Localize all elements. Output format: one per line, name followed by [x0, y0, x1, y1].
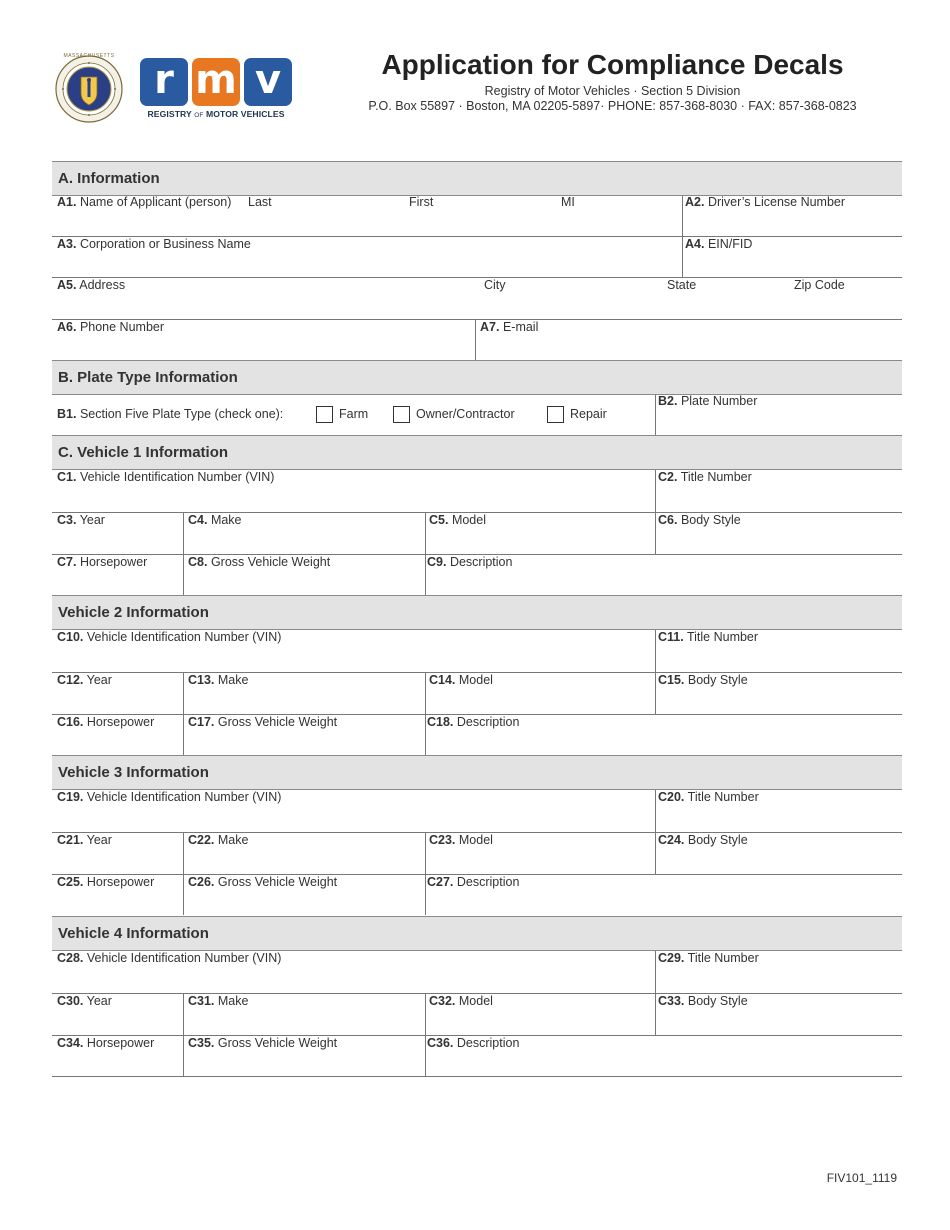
- make-field[interactable]: [188, 673, 248, 687]
- model-label: Model: [458, 833, 493, 847]
- make-field[interactable]: [188, 833, 248, 847]
- year-number: C3.: [57, 513, 77, 527]
- gross-weight-label: Gross Vehicle Weight: [217, 875, 338, 889]
- year-number: C21.: [57, 833, 84, 847]
- year-field[interactable]: [57, 994, 112, 1008]
- a5-zip-field[interactable]: Zip Code: [794, 278, 845, 292]
- a5-field[interactable]: [57, 278, 125, 292]
- page-title: Application for Compliance Decals: [381, 49, 844, 80]
- a2-label: Driver’s License Number: [707, 195, 846, 209]
- description-field[interactable]: [427, 555, 512, 569]
- description-label: Description: [456, 715, 520, 729]
- horsepower-label: Horsepower: [79, 555, 148, 569]
- body-style-number: C6.: [658, 513, 678, 527]
- description-field[interactable]: [427, 875, 519, 889]
- title-number-label: Title Number: [687, 790, 759, 804]
- logo-letter-r: r: [140, 58, 188, 106]
- gross-weight-number: C35.: [188, 1036, 215, 1050]
- a1-label: Name of Applicant (person): [79, 195, 232, 209]
- horsepower-field[interactable]: [57, 875, 154, 889]
- repair-checkbox[interactable]: [547, 406, 564, 423]
- a1-number: A1.: [57, 195, 77, 209]
- description-label: Description: [456, 1036, 520, 1050]
- rmv-logo: [140, 58, 292, 122]
- vehicle-section-header: C. Vehicle 1 Information: [52, 435, 902, 470]
- model-field[interactable]: [429, 673, 493, 687]
- horsepower-number: C25.: [57, 875, 84, 889]
- a4-label: EIN/FID: [707, 237, 753, 251]
- model-label: Model: [458, 673, 493, 687]
- vin-label: Vehicle Identification Number (VIN): [79, 470, 275, 484]
- gross-weight-field[interactable]: [188, 715, 337, 729]
- vin-field[interactable]: [57, 951, 281, 965]
- a6-field[interactable]: [57, 320, 164, 334]
- model-field[interactable]: [429, 994, 493, 1008]
- a5-number: A5.: [57, 278, 77, 292]
- section-a-header: A. Information: [52, 161, 902, 196]
- farm-checkbox[interactable]: [316, 406, 333, 423]
- year-label: Year: [86, 673, 112, 687]
- a2-field[interactable]: [685, 195, 845, 209]
- contact-address: P.O. Box 55897 · Boston, MA 02205-5897· PHONE: 857-368-8030 · FAX: 857-368-0823: [368, 99, 857, 113]
- title-number-field[interactable]: [658, 470, 752, 484]
- repair-option-label: Repair: [570, 407, 607, 421]
- body-style-label: Body Style: [687, 994, 748, 1008]
- section-b-header: B. Plate Type Information: [52, 360, 902, 395]
- a2-number: A2.: [685, 195, 705, 209]
- vin-label: Vehicle Identification Number (VIN): [86, 630, 282, 644]
- make-field[interactable]: [188, 513, 242, 527]
- make-number: C22.: [188, 833, 215, 847]
- description-label: Description: [456, 875, 520, 889]
- body-style-field[interactable]: [658, 513, 741, 527]
- vehicle-section-header: Vehicle 3 Information: [52, 755, 902, 790]
- vin-field[interactable]: [57, 630, 281, 644]
- horsepower-number: C7.: [57, 555, 77, 569]
- year-field[interactable]: [57, 673, 112, 687]
- a6-number: A6.: [57, 320, 77, 334]
- form-id: FIV101_1119: [826, 1171, 897, 1185]
- title-number-label: Title Number: [687, 951, 759, 965]
- model-field[interactable]: [429, 513, 486, 527]
- body-style-field[interactable]: [658, 673, 748, 687]
- vin-field[interactable]: [57, 470, 274, 484]
- vin-number: C19.: [57, 790, 84, 804]
- vin-number: C10.: [57, 630, 84, 644]
- a5-label: Address: [79, 278, 126, 292]
- a3-number: A3.: [57, 237, 77, 251]
- year-number: C30.: [57, 994, 84, 1008]
- horsepower-number: C16.: [57, 715, 84, 729]
- logo-caption-of: OF: [194, 112, 204, 119]
- divider: [52, 277, 902, 278]
- year-label: Year: [86, 994, 112, 1008]
- horsepower-field[interactable]: [57, 555, 147, 569]
- gross-weight-field[interactable]: [188, 875, 337, 889]
- model-label: Model: [451, 513, 486, 527]
- a3-label: Corporation or Business Name: [79, 237, 251, 251]
- make-field[interactable]: [188, 994, 248, 1008]
- year-field[interactable]: [57, 833, 112, 847]
- logo-letter-m: m: [192, 58, 240, 106]
- title-number-field[interactable]: [658, 951, 759, 965]
- farm-option-label: Farm: [339, 407, 369, 421]
- title-number-number: C11.: [658, 630, 684, 644]
- seal-text: MASSACHUSETTS: [63, 53, 115, 59]
- description-field[interactable]: [427, 1036, 519, 1050]
- a5-state-field[interactable]: State: [667, 278, 697, 292]
- vehicle-section-header: Vehicle 4 Information: [52, 916, 902, 951]
- gross-weight-number: C17.: [188, 715, 215, 729]
- b1-field: [57, 407, 283, 421]
- model-number: C32.: [429, 994, 456, 1008]
- title-number-number: C29.: [658, 951, 685, 965]
- horsepower-label: Horsepower: [86, 1036, 155, 1050]
- title-number-field[interactable]: [658, 630, 758, 644]
- body-style-label: Body Style: [687, 673, 748, 687]
- divider: [475, 320, 476, 360]
- gross-weight-field[interactable]: [188, 1036, 337, 1050]
- vin-label: Vehicle Identification Number (VIN): [86, 951, 282, 965]
- make-number: C4.: [188, 513, 208, 527]
- b2-number: B2.: [658, 394, 678, 408]
- horsepower-number: C34.: [57, 1036, 84, 1050]
- title-number-number: C20.: [658, 790, 685, 804]
- a1-field[interactable]: [57, 195, 231, 209]
- year-label: Year: [86, 833, 112, 847]
- a7-label: E-mail: [502, 320, 539, 334]
- model-label: Model: [458, 994, 493, 1008]
- vin-number: C1.: [57, 470, 77, 484]
- year-label: Year: [79, 513, 105, 527]
- body-style-number: C15.: [658, 673, 685, 687]
- body-style-field[interactable]: [658, 833, 748, 847]
- gross-weight-label: Gross Vehicle Weight: [217, 715, 338, 729]
- vin-field[interactable]: [57, 790, 281, 804]
- b1-label: Section Five Plate Type (check one):: [79, 407, 284, 421]
- gross-weight-field[interactable]: [188, 555, 330, 569]
- title-number-number: C2.: [658, 470, 678, 484]
- divider: [655, 395, 656, 436]
- horsepower-label: Horsepower: [86, 875, 155, 889]
- body-style-number: C24.: [658, 833, 685, 847]
- description-number: C27.: [427, 875, 454, 889]
- model-number: C23.: [429, 833, 456, 847]
- gross-weight-label: Gross Vehicle Weight: [217, 1036, 338, 1050]
- description-label: Description: [449, 555, 513, 569]
- year-number: C12.: [57, 673, 84, 687]
- form-bottom-rule: [52, 1076, 902, 1077]
- gross-weight-label: Gross Vehicle Weight: [210, 555, 331, 569]
- a7-field[interactable]: [480, 320, 538, 334]
- year-field[interactable]: [57, 513, 105, 527]
- b2-field[interactable]: [658, 394, 757, 408]
- vin-number: C28.: [57, 951, 84, 965]
- body-style-number: C33.: [658, 994, 685, 1008]
- body-style-label: Body Style: [680, 513, 741, 527]
- logo-letter-v: v: [244, 58, 292, 106]
- title-number-label: Title Number: [686, 630, 759, 644]
- title-number-field[interactable]: [658, 790, 759, 804]
- make-number: C13.: [188, 673, 215, 687]
- gross-weight-number: C8.: [188, 555, 208, 569]
- body-style-field[interactable]: [658, 994, 748, 1008]
- massachusetts-seal: [55, 55, 123, 123]
- page-subtitle: Registry of Motor Vehicles · Section 5 Division: [484, 84, 741, 98]
- make-label: Make: [217, 994, 249, 1008]
- vehicle-section-header: Vehicle 2 Information: [52, 595, 902, 630]
- a5-city-field[interactable]: City: [484, 278, 506, 292]
- owner-contractor-checkbox[interactable]: [393, 406, 410, 423]
- logo-caption: [140, 109, 292, 119]
- description-number: C18.: [427, 715, 454, 729]
- logo-caption-pre: REGISTRY: [147, 109, 192, 119]
- horsepower-label: Horsepower: [86, 715, 155, 729]
- vin-label: Vehicle Identification Number (VIN): [86, 790, 282, 804]
- a1-last-field[interactable]: Last: [248, 195, 272, 209]
- body-style-label: Body Style: [687, 833, 748, 847]
- gross-weight-number: C26.: [188, 875, 215, 889]
- b1-number: B1.: [57, 407, 77, 421]
- divider: [52, 319, 902, 320]
- a3-field[interactable]: [57, 237, 251, 251]
- make-label: Make: [217, 833, 249, 847]
- model-field[interactable]: [429, 833, 493, 847]
- a1-first-field[interactable]: First: [409, 195, 434, 209]
- owner-contractor-option-label: Owner/Contractor: [416, 407, 515, 421]
- logo-caption-post: MOTOR VEHICLES: [205, 109, 285, 119]
- model-number: C14.: [429, 673, 456, 687]
- a4-number: A4.: [685, 237, 705, 251]
- description-number: C9.: [427, 555, 447, 569]
- make-label: Make: [210, 513, 242, 527]
- horsepower-field[interactable]: [57, 715, 154, 729]
- make-number: C31.: [188, 994, 215, 1008]
- horsepower-field[interactable]: [57, 1036, 154, 1050]
- a7-number: A7.: [480, 320, 500, 334]
- description-field[interactable]: [427, 715, 519, 729]
- title-number-label: Title Number: [680, 470, 752, 484]
- a1-mi-field[interactable]: MI: [561, 195, 575, 209]
- b2-label: Plate Number: [680, 394, 758, 408]
- make-label: Make: [217, 673, 249, 687]
- a6-label: Phone Number: [79, 320, 165, 334]
- model-number: C5.: [429, 513, 449, 527]
- description-number: C36.: [427, 1036, 454, 1050]
- a4-field[interactable]: [685, 237, 752, 251]
